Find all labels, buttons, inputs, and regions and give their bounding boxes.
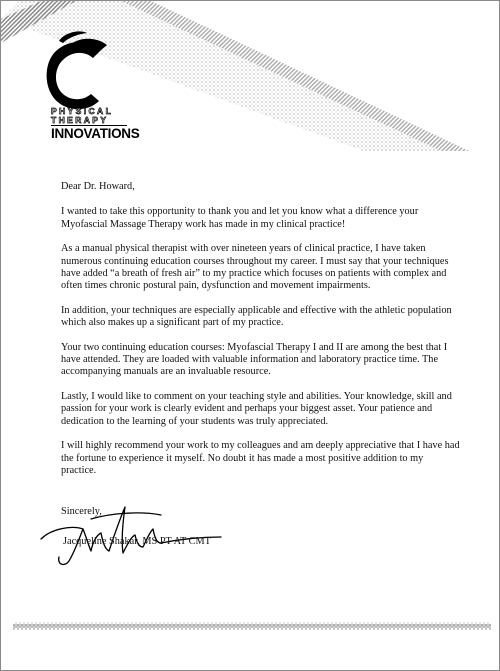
paragraph-5: Lastly, I would like to comment on your teaching style and abilities. Your knowledge, skill and passion for your work is clearly evident and perhaps your biggest asset. Your patience and dedication to the learning of your students was truly appreciated. [61,390,452,427]
signer-name: Jacqueline Shakar, MS PT AT CMT [63,536,211,547]
logo-line-therapy: THERAPY [51,114,109,125]
paragraph-3: In addition, your techniques are especially applicable and effective with the athletic population which also makes up a significant part of my practice. [61,304,452,329]
logo-line-innovations: INNOVATIONS [51,126,140,141]
paragraph-4: Your two continuing education courses: Myofascial Therapy I and II are among the best that I have attended. They are loaded with valuable information and laboratory practice time. The accompanying manuals are an invaluable resource. [61,341,448,378]
letter-body [61,181,461,489]
paragraph-1: I wanted to take this opportunity to thank you and let you know what a difference your Myofascial Massage Therapy work has made in my clinical practice! [61,206,419,230]
closing: Sincerely, [61,506,102,517]
footer-band [13,620,491,632]
salutation: Dear Dr. Howard, [61,181,135,192]
logo-wordmark [51,107,139,141]
logo-line-physical: PHYSICAL [51,106,114,116]
handwritten-signature [31,499,231,571]
paragraph-2: As a manual physical therapist with over nineteen years of clinical practice, I have taken numerous continuing education courses throughout my career. I must say that your techniques have added “a breath of fresh air” to my practice which focuses on patients with complex and often times chronic postural pain, dysfunction and movement impairments. [61,243,449,292]
paragraph-6: I will highly recommend your work to my colleagues and am deeply appreciative that I have had the fortune to experience it myself. No doubt it has made a most positive addition to my practice. [61,440,460,476]
